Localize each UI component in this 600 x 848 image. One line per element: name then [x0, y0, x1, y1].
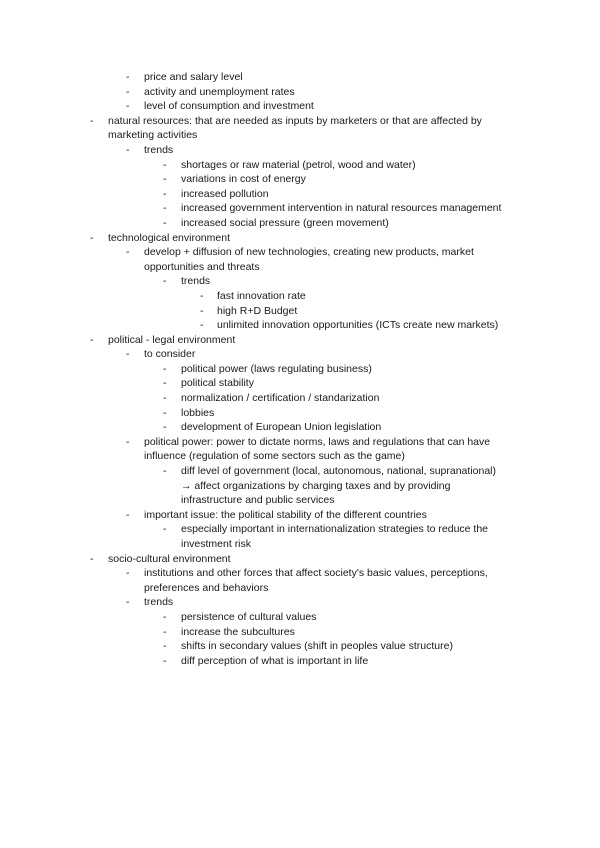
- bullet-dash: -: [200, 289, 204, 302]
- list-item: [0, 304, 600, 319]
- list-item: [0, 245, 600, 260]
- list-item-text: political - legal environment: [108, 333, 236, 346]
- list-item: [0, 333, 600, 348]
- list-item: [0, 552, 600, 567]
- list-item-text: opportunities and threats: [144, 260, 260, 273]
- list-item-text: price and salary level: [144, 71, 243, 83]
- list-item-text: infrastructure and public services: [181, 494, 335, 507]
- list-item: [0, 595, 600, 610]
- bullet-dash: -: [126, 246, 130, 259]
- list-item: [0, 231, 600, 246]
- bullet-dash: -: [90, 333, 94, 346]
- bullet-dash: -: [200, 319, 204, 332]
- bullet-dash: -: [163, 465, 167, 478]
- bullet-dash: -: [163, 202, 167, 215]
- bullet-dash: -: [200, 304, 204, 317]
- list-item-text: preferences and behaviors: [144, 581, 269, 594]
- list-item: [0, 114, 600, 129]
- list-item-continuation: [0, 581, 600, 596]
- list-item: [0, 85, 600, 100]
- list-item: [0, 158, 600, 173]
- bullet-dash: -: [163, 275, 167, 288]
- bullet-dash: -: [163, 625, 167, 638]
- bullet-dash: -: [126, 348, 130, 361]
- bullet-dash: -: [163, 216, 167, 229]
- list-item-text: increased government intervention in natural resources management: [181, 202, 502, 215]
- list-item-text: important issue: the political stability of the different countries: [144, 508, 427, 521]
- list-item: [0, 406, 600, 421]
- list-item: [0, 289, 600, 304]
- list-item-text: institutions and other forces that affect society's basic values, perceptions,: [144, 567, 488, 580]
- bullet-dash: -: [163, 158, 167, 171]
- bullet-dash: -: [163, 362, 167, 375]
- bullet-dash: -: [163, 392, 167, 405]
- list-item: [0, 172, 600, 187]
- bullet-dash: -: [163, 173, 167, 186]
- bullet-dash: -: [126, 143, 130, 156]
- bullet-dash: -: [126, 508, 130, 521]
- list-item-continuation: [0, 449, 600, 464]
- list-item: [0, 362, 600, 377]
- bullet-dash: -: [126, 71, 130, 83]
- list-item-text: trends: [181, 275, 211, 288]
- list-item-text: lobbies: [181, 406, 215, 419]
- list-item-text: diff level of government (local, autonomous, national, supranational): [181, 465, 496, 478]
- bullet-dash: -: [126, 85, 130, 98]
- bullet-dash: -: [90, 114, 94, 127]
- list-item-continuation: [0, 493, 600, 508]
- list-item-text: develop + diffusion of new technologies, creating new products, market: [144, 246, 474, 259]
- list-item: [0, 318, 600, 333]
- list-item-text: socio-cultural environment: [108, 552, 231, 565]
- list-item: [0, 143, 600, 158]
- bullet-dash: -: [163, 421, 167, 434]
- list-item: [0, 187, 600, 202]
- list-item: [0, 70, 600, 85]
- list-item: [0, 201, 600, 216]
- list-item: [0, 625, 600, 640]
- list-item-continuation: [0, 260, 600, 275]
- bullet-dash: -: [126, 596, 130, 609]
- bullet-dash: -: [126, 100, 130, 113]
- bullet-dash: -: [163, 377, 167, 390]
- list-item-continuation: [0, 479, 600, 494]
- list-item-text: development of European Union legislation: [181, 421, 382, 434]
- list-item-text: to consider: [144, 348, 196, 361]
- list-item: [0, 464, 600, 479]
- bullet-dash: -: [163, 187, 167, 200]
- list-item-text: technological environment: [108, 231, 230, 244]
- bullet-dash: -: [126, 567, 130, 580]
- list-item-text: political power: power to dictate norms, laws and regulations that can have: [144, 435, 491, 448]
- list-item: [0, 216, 600, 231]
- list-item-text: trends: [144, 596, 174, 609]
- list-item-text: increased social pressure (green movement): [181, 216, 389, 229]
- list-item-text: especially important in internationalization strategies to reduce the: [181, 523, 489, 536]
- bullet-dash: -: [163, 523, 167, 536]
- list-item: [0, 522, 600, 537]
- list-item-text: diff perception of what is important in life: [181, 654, 369, 667]
- list-item-text: increase the subcultures: [181, 625, 295, 638]
- document-page: [0, 70, 600, 668]
- list-item-text: investment risk: [181, 538, 252, 550]
- list-item-text: political power (laws regulating business): [181, 362, 372, 375]
- bullet-dash: -: [163, 654, 167, 667]
- list-item-continuation: [0, 128, 600, 143]
- list-item-text: marketing activities: [108, 129, 198, 142]
- list-item: [0, 347, 600, 362]
- list-item-text: variations in cost of energy: [181, 173, 306, 186]
- list-item: [0, 376, 600, 391]
- list-item: [0, 420, 600, 435]
- list-item-text: shifts in secondary values (shift in peoples value structure): [181, 640, 453, 653]
- bullet-dash: -: [126, 435, 130, 448]
- bullet-outline: [0, 70, 600, 668]
- list-item-text: fast innovation rate: [217, 289, 306, 302]
- list-item-text: natural resources: that are needed as inputs by marketers or that are affected by: [108, 114, 482, 127]
- list-item-text: high R+D Budget: [217, 304, 298, 317]
- bullet-dash: -: [163, 406, 167, 419]
- list-item-text: influence (regulation of some sectors such as the game): [144, 450, 405, 463]
- list-item-text: level of consumption and investment: [144, 100, 314, 113]
- list-item: [0, 610, 600, 625]
- list-item-text: → affect organizations by charging taxes and by providing: [181, 479, 451, 492]
- list-item-text: political stability: [181, 377, 254, 390]
- list-item: [0, 99, 600, 114]
- list-item-text: normalization / certification / standarization: [181, 392, 380, 405]
- bullet-dash: -: [90, 231, 94, 244]
- list-item: [0, 391, 600, 406]
- bullet-dash: -: [163, 610, 167, 623]
- bullet-dash: -: [90, 552, 94, 565]
- list-item-continuation: [0, 537, 600, 552]
- list-item-text: activity and unemployment rates: [144, 85, 295, 98]
- list-item: [0, 508, 600, 523]
- list-item: [0, 639, 600, 654]
- list-item: [0, 654, 600, 669]
- list-item-text: trends: [144, 143, 174, 156]
- list-item: [0, 566, 600, 581]
- bullet-dash: -: [163, 640, 167, 653]
- list-item: [0, 274, 600, 289]
- list-item-text: unlimited innovation opportunities (ICTs create new markets): [217, 319, 499, 332]
- list-item-text: increased pollution: [181, 187, 269, 200]
- list-item-text: shortages or raw material (petrol, wood and water): [181, 158, 416, 171]
- list-item-text: persistence of cultural values: [181, 610, 317, 623]
- list-item: [0, 435, 600, 450]
